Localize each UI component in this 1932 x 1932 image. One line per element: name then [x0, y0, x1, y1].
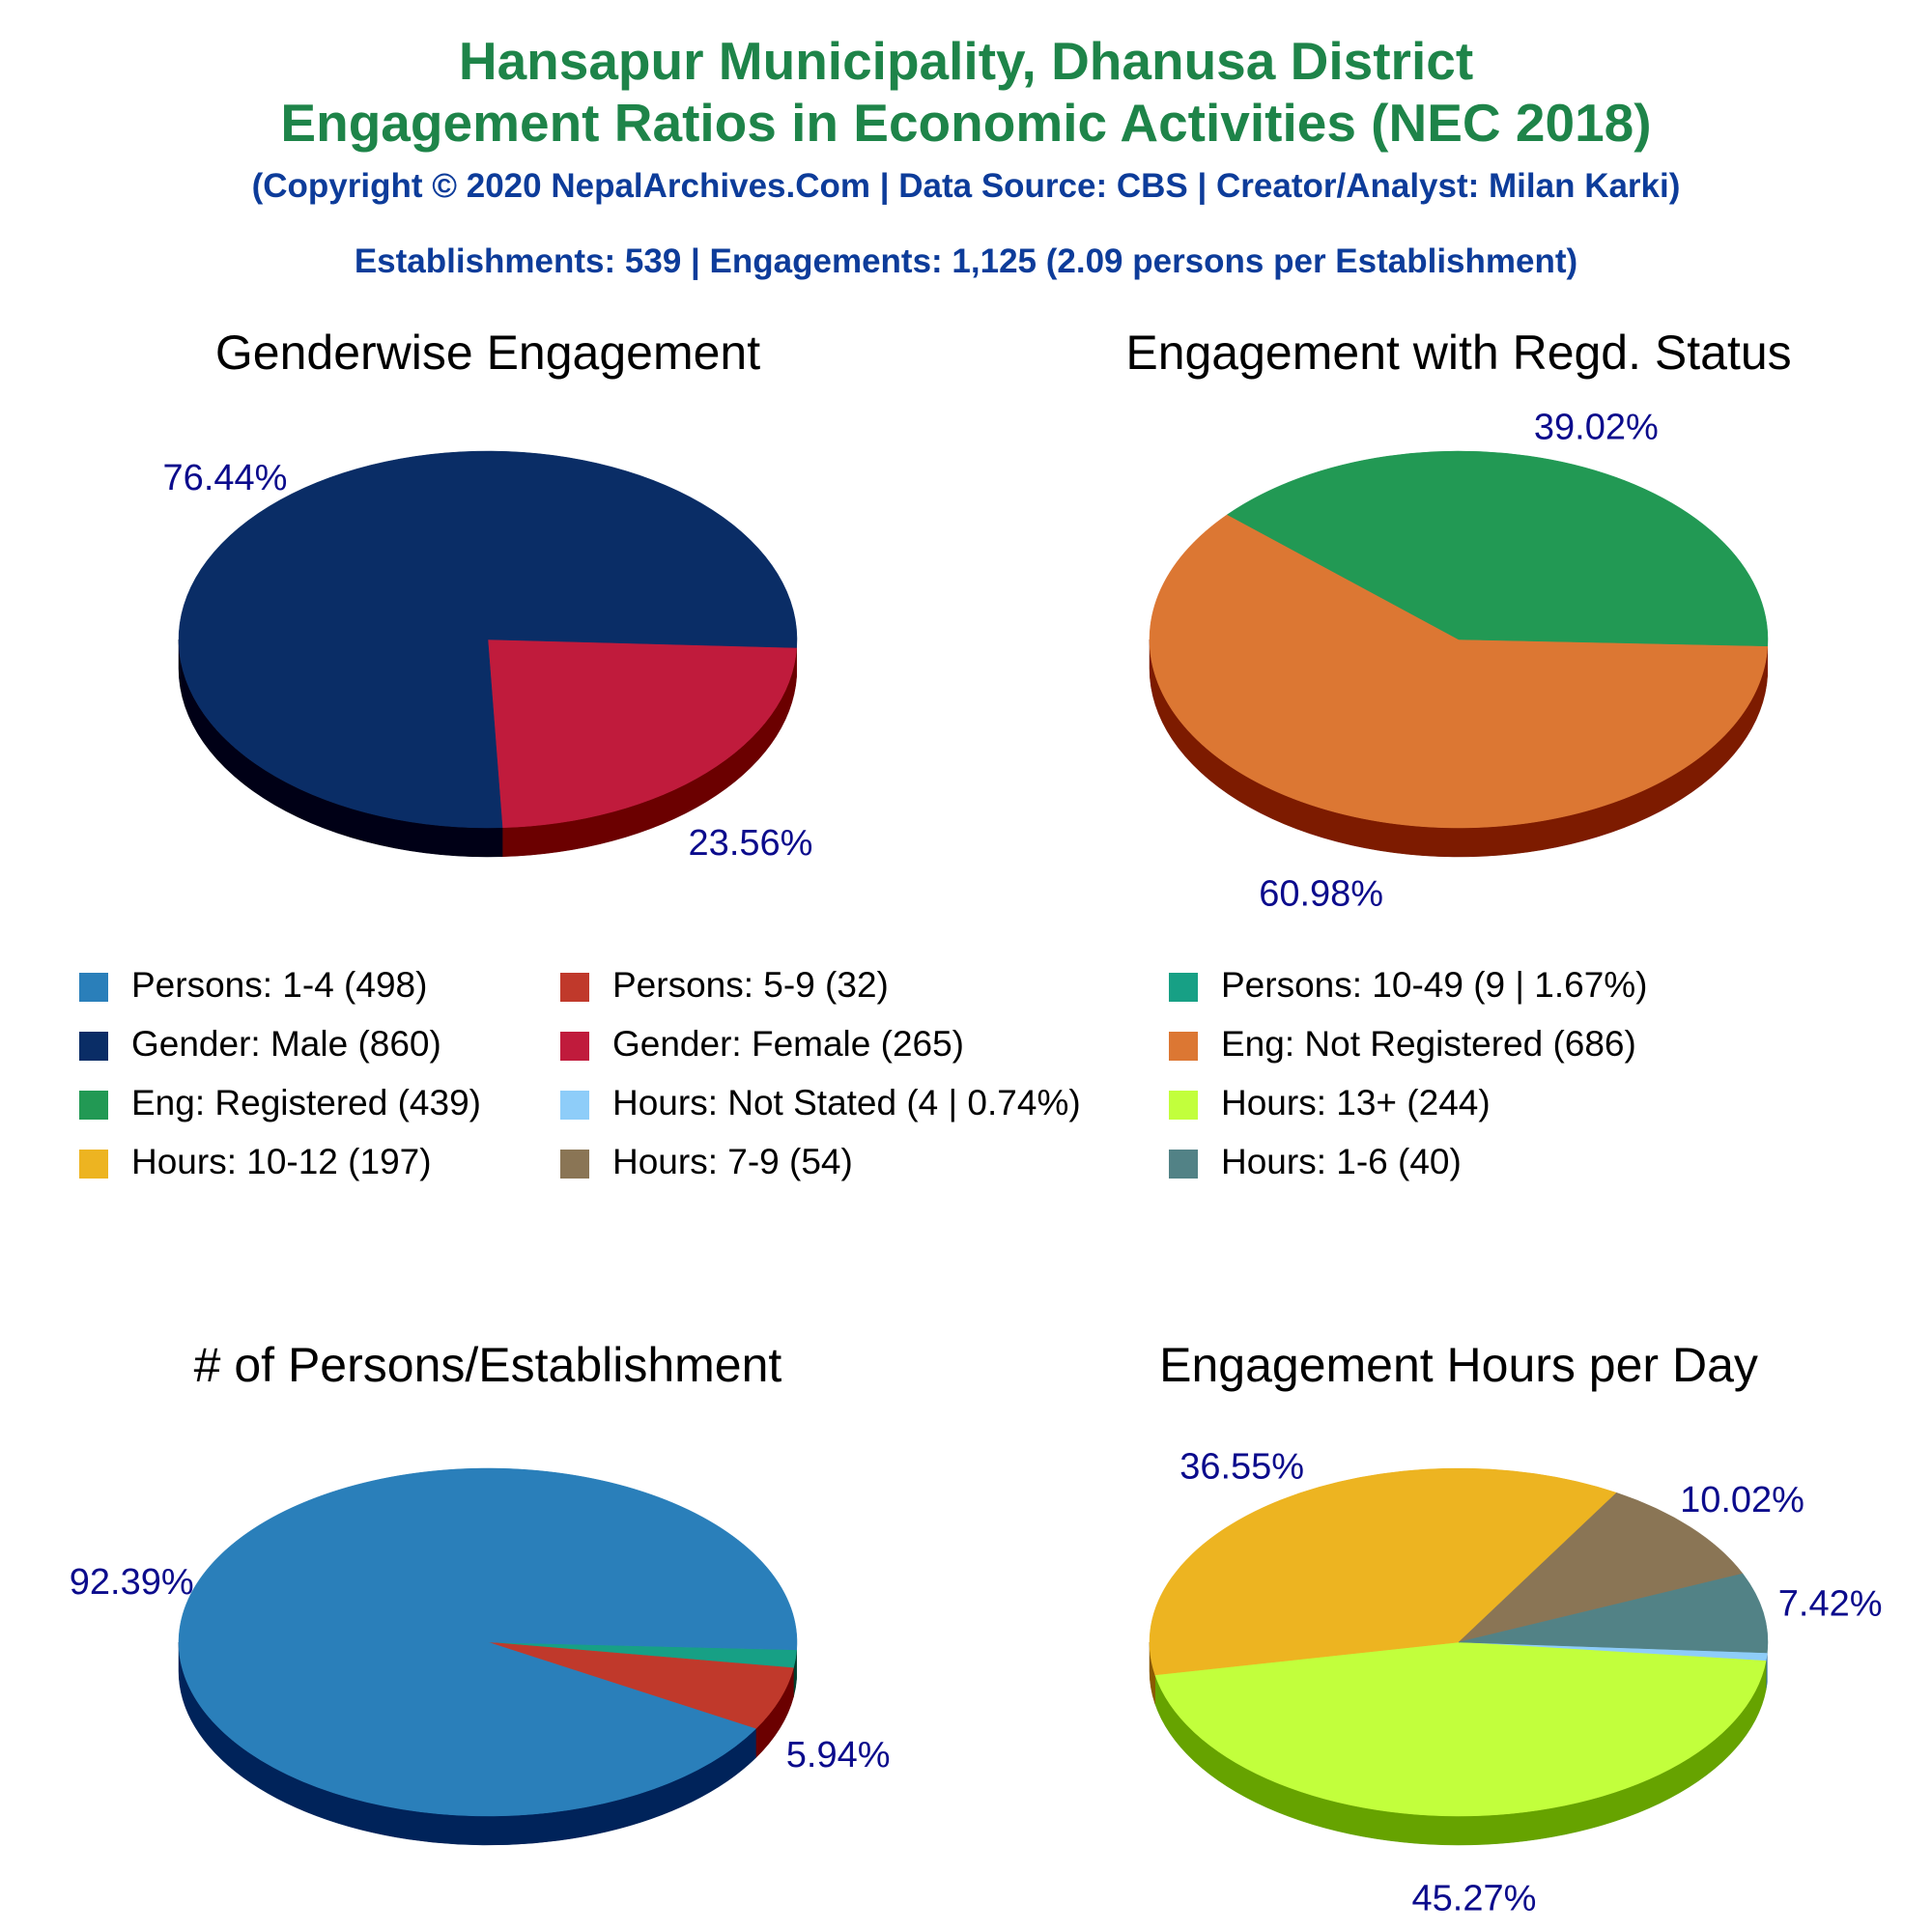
legend-swatch-persons-5-9-32: [560, 973, 589, 1002]
pie-title-registration: Engagement with Regd. Status: [1125, 326, 1792, 380]
pie-pct-label-eng-not-registered: 60.98%: [1259, 873, 1384, 915]
copyright-line: (Copyright © 2020 NepalArchives.Com | Data Source: CBS | Creator/Analyst: Milan Karki): [251, 167, 1681, 205]
pie-pct-label-eng-registered: 39.02%: [1533, 407, 1659, 448]
pie-pct-label-gender-male: 76.44%: [162, 457, 288, 498]
legend-swatch-gender-female-265: [560, 1032, 589, 1061]
legend-label-eng-registered-439: Eng: Registered (439): [131, 1082, 481, 1122]
legend-swatch-persons-10-49-9-1-67: [1169, 973, 1198, 1002]
chart-title-line1: Hansapur Municipality, Dhanusa District: [458, 31, 1474, 91]
pie-hours: [1150, 1446, 1883, 1918]
legend-label-gender-male-860: Gender: Male (860): [131, 1023, 441, 1064]
pie-pct-label-hours-10-12: 36.55%: [1179, 1446, 1305, 1488]
legend-label-persons-10-49-9-1-67: Persons: 10-49 (9 | 1.67%): [1221, 964, 1648, 1005]
legend-swatch-persons-1-4-498: [79, 973, 108, 1002]
legend-label-persons-5-9-32: Persons: 5-9 (32): [612, 964, 889, 1005]
pie-pct-label-gender-female: 23.56%: [688, 823, 813, 865]
legend-swatch-hours-13-244: [1169, 1091, 1198, 1120]
legend-label-hours-7-9-54: Hours: 7-9 (54): [612, 1141, 853, 1181]
legend-label-hours-1-6-40: Hours: 1-6 (40): [1221, 1141, 1462, 1181]
legend-swatch-hours-7-9-54: [560, 1150, 589, 1179]
legend-label-persons-1-4-498: Persons: 1-4 (498): [131, 964, 428, 1005]
legend-swatch-hours-10-12-197: [79, 1150, 108, 1179]
pie-slice-persons-1-4: [179, 1468, 797, 1816]
legend-label-hours-10-12-197: Hours: 10-12 (197): [131, 1141, 432, 1181]
legend-swatch-gender-male-860: [79, 1032, 108, 1061]
pie-pct-label-persons-1-4: 92.39%: [69, 1561, 194, 1603]
pie-pct-label-hours-13: 45.27%: [1411, 1878, 1537, 1919]
pie-persons: [70, 1468, 891, 1845]
pie-pct-label-hours-1-6: 7.42%: [1777, 1583, 1883, 1625]
legend-label-eng-not-registered-686: Eng: Not Registered (686): [1221, 1023, 1636, 1064]
pie-title-hours: Engagement Hours per Day: [1159, 1338, 1758, 1392]
pie-pct-label-persons-5-9: 5.94%: [785, 1735, 891, 1776]
legend-swatch-hours-1-6-40: [1169, 1150, 1198, 1179]
legend: [79, 965, 1648, 1181]
pie-slice-gender-female: [488, 639, 797, 828]
legend-label-hours-13-244: Hours: 13+ (244): [1221, 1082, 1491, 1122]
legend-swatch-eng-not-registered-686: [1169, 1032, 1198, 1061]
legend-label-gender-female-265: Gender: Female (265): [612, 1023, 965, 1064]
pie-title-gender: Genderwise Engagement: [214, 326, 761, 380]
summary-line: Establishments: 539 | Engagements: 1,125 (2.09 persons per Establishment): [354, 242, 1578, 280]
pie-pct-label-hours-7-9: 10.02%: [1680, 1480, 1804, 1521]
legend-swatch-eng-registered-439: [79, 1091, 108, 1120]
pie-registration: [1150, 408, 1768, 915]
pie-title-persons: # of Persons/Establishment: [193, 1338, 782, 1392]
legend-swatch-hours-not-stated-4-0-74: [560, 1091, 589, 1120]
legend-label-hours-not-stated-4-0-74: Hours: Not Stated (4 | 0.74%): [612, 1082, 1081, 1122]
pie-gender: [163, 451, 813, 864]
chart-title-line2: Engagement Ratios in Economic Activities (NEC 2018): [280, 93, 1652, 153]
